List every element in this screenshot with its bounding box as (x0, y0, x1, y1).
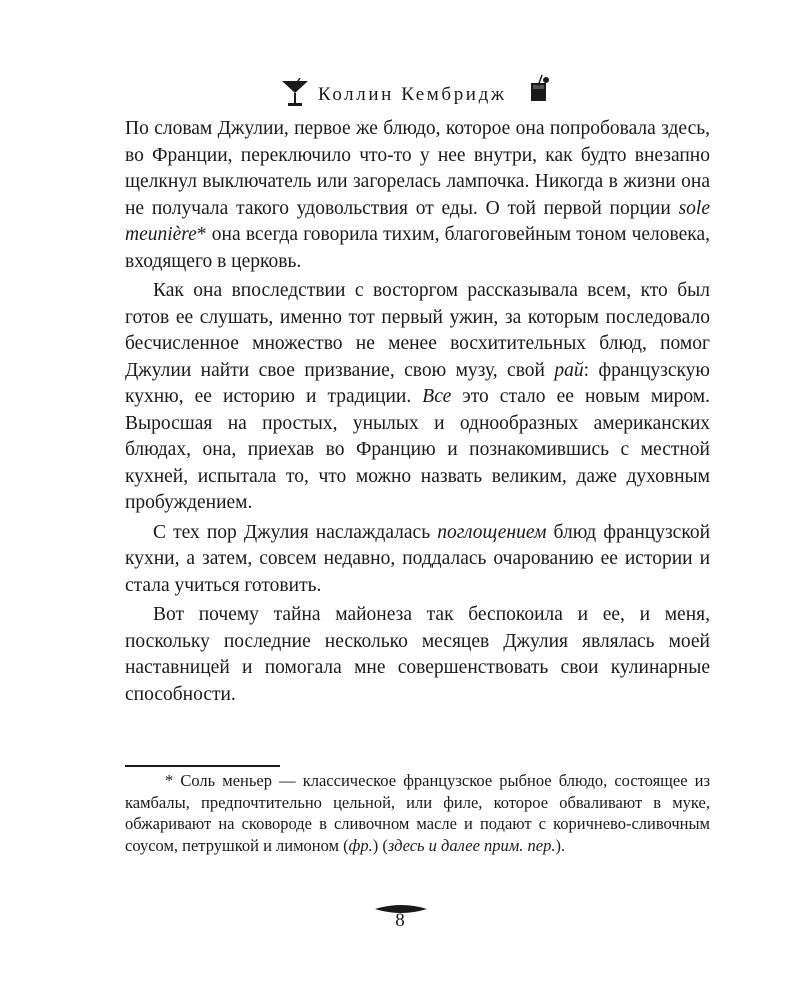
running-header (0, 72, 800, 112)
main-text (125, 116, 710, 708)
paragraph: По словам Джулии, первое же блюдо, которое она попробовала здесь, во Франции, переключило что-то у нее внутри, как будто внезапно щелкнул выключатель или загорелась лампочка. Никогда в жизни она не получала такого удовольствия от еды. О той первой порции sole meunière* она всегда говорила тихим, благоговейным тоном человека, входящего в церковь. (125, 118, 710, 272)
book-author-title: Коллин Кембридж (318, 84, 507, 105)
footnote-divider (125, 765, 280, 767)
cocktail-glass-icon (280, 78, 310, 112)
cocktail-tumbler-icon (527, 74, 553, 108)
footnote: * Соль меньер — классическое французское рыбное блюдо, состоящее из камбалы, предпочтительно цельной, или филе, которое обваливают в муке, обжаривают на сковороде в сливочном масле и подают с коричнево-сливочным соусом, петрушкой и лимоном (фр.) (здесь и далее прим. пер.). (125, 771, 710, 855)
paragraph: С тех пор Джулия наслаждалась поглощением блюд французской кухни, а затем, совсем недавно, поддалась очарованию ее истории и стала учиться готовить. (125, 521, 711, 596)
page-number: 8 (395, 910, 405, 931)
paragraph: Как она впоследствии с восторгом рассказывала всем, кто был готов ее слушать, именно тот первый ужин, за которым последовало бесчисленное множество не менее восхитительных блюд, помог Джулии найти свое призвание, свою музу, свой рай: французскую кухню, ее историю и традиции. Все это стало ее новым миром. Выросшая на простых, унылых и однообразных американских блюдах, она, приехав во Францию и познакомившись с местной кухней, испытала то, что можно назвать великим, даже духовным пробуждением. (125, 280, 711, 513)
paragraph: Вот почему тайна майонеза так беспокоила и ее, и меня, поскольку последние несколько месяцев Джулия являлась моей наставницей и помогала мне совершенствовать свои кулинарные способности. (125, 604, 710, 705)
